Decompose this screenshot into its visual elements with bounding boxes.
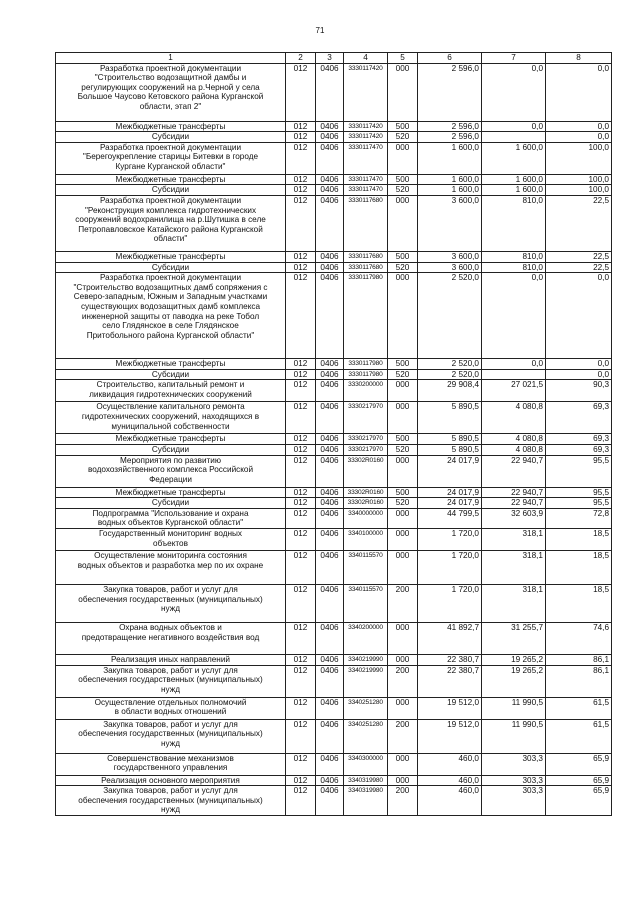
section-code: 0406 — [316, 719, 344, 753]
section-code: 0406 — [316, 622, 344, 654]
planned-amount: 5 890,5 — [418, 434, 482, 445]
ministry-code: 012 — [286, 487, 316, 498]
item-name: Закупка товаров, работ и услуг для обеспечения государственных (муниципальных) нужд — [56, 665, 286, 697]
actual-amount: 1 600,0 — [482, 174, 546, 185]
expense-type-code: 200 — [388, 665, 418, 697]
planned-amount: 29 908,4 — [418, 380, 482, 402]
item-name: Субсидии — [56, 498, 286, 509]
actual-amount: 303,3 — [482, 786, 546, 816]
execution-percent: 65,9 — [546, 775, 612, 786]
execution-percent: 0,0 — [546, 359, 612, 370]
actual-amount: 22 940,7 — [482, 455, 546, 487]
table-row — [56, 402, 612, 434]
planned-amount: 2 520,0 — [418, 369, 482, 380]
expense-type-code: 000 — [388, 273, 418, 359]
actual-amount — [482, 369, 546, 380]
target-article-code: 3330217970 — [344, 402, 388, 434]
table-row — [56, 753, 612, 775]
planned-amount: 3 600,0 — [418, 195, 482, 251]
section-code: 0406 — [316, 121, 344, 132]
planned-amount: 24 017,9 — [418, 487, 482, 498]
item-name: Закупка товаров, работ и услуг для обеспечения государственных (муниципальных) нужд — [56, 584, 286, 622]
actual-amount: 4 080,8 — [482, 444, 546, 455]
target-article-code: 3330117680 — [344, 251, 388, 262]
item-name: Субсидии — [56, 369, 286, 380]
section-code: 0406 — [316, 63, 344, 121]
column-header: 7 — [482, 53, 546, 64]
table-row — [56, 63, 612, 121]
target-article-code: 3330117470 — [344, 142, 388, 174]
ministry-code: 012 — [286, 434, 316, 445]
item-name: Субсидии — [56, 262, 286, 273]
section-code: 0406 — [316, 786, 344, 816]
target-article-code: 3330117980 — [344, 273, 388, 359]
execution-percent: 0,0 — [546, 369, 612, 380]
execution-percent: 100,0 — [546, 142, 612, 174]
target-article-code: 3330217970 — [344, 434, 388, 445]
expense-type-code: 520 — [388, 132, 418, 143]
expense-type-code: 000 — [388, 550, 418, 584]
planned-amount: 460,0 — [418, 753, 482, 775]
planned-amount: 19 512,0 — [418, 719, 482, 753]
target-article-code: 3340251280 — [344, 697, 388, 719]
table-row — [56, 654, 612, 665]
table-row — [56, 550, 612, 584]
column-header: 2 — [286, 53, 316, 64]
execution-percent: 86,1 — [546, 654, 612, 665]
target-article-code: 3330117470 — [344, 185, 388, 196]
column-header: 1 — [56, 53, 286, 64]
target-article-code: 3330117680 — [344, 262, 388, 273]
execution-percent: 22,5 — [546, 251, 612, 262]
item-name: Разработка проектной документации "Строительство водозащитной дамбы и регулирующих сооружений на р.Черной у села Большое Чаусово Кетовского района Курганской области, этап 2" — [56, 63, 286, 121]
expense-type-code: 000 — [388, 380, 418, 402]
planned-amount: 22 380,7 — [418, 654, 482, 665]
planned-amount: 5 890,5 — [418, 402, 482, 434]
page-number: 71 — [315, 26, 325, 35]
target-article-code: 3330117470 — [344, 174, 388, 185]
expense-type-code: 000 — [388, 142, 418, 174]
execution-percent: 0,0 — [546, 63, 612, 121]
item-name: Осуществление отдельных полномочий в области водных отношений — [56, 697, 286, 719]
item-name: Разработка проектной документации "Берегоукрепление старицы Битевки в городе Кургане Курганской области" — [56, 142, 286, 174]
target-article-code: 3340000000 — [344, 508, 388, 528]
expense-type-code: 000 — [388, 528, 418, 550]
section-code: 0406 — [316, 528, 344, 550]
execution-percent: 0,0 — [546, 132, 612, 143]
table-row — [56, 121, 612, 132]
table-header-row — [56, 53, 612, 64]
expense-type-code: 500 — [388, 359, 418, 370]
section-code: 0406 — [316, 508, 344, 528]
actual-amount: 22 940,7 — [482, 487, 546, 498]
item-name: Закупка товаров, работ и услуг для обеспечения государственных (муниципальных) нужд — [56, 786, 286, 816]
planned-amount: 3 600,0 — [418, 262, 482, 273]
target-article-code: 3340319980 — [344, 775, 388, 786]
section-code: 0406 — [316, 665, 344, 697]
actual-amount: 810,0 — [482, 195, 546, 251]
target-article-code: 3330117420 — [344, 63, 388, 121]
item-name: Осуществление капитального ремонта гидротехнических сооружений, находящихся в муниципальной собственности — [56, 402, 286, 434]
target-article-code: 33302R0160 — [344, 498, 388, 509]
actual-amount: 0,0 — [482, 121, 546, 132]
table-row — [56, 262, 612, 273]
item-name: Осуществление мониторинга состояния водных объектов и разработка мер по их охране — [56, 550, 286, 584]
table-row — [56, 622, 612, 654]
actual-amount: 4 080,8 — [482, 402, 546, 434]
ministry-code: 012 — [286, 262, 316, 273]
table-row — [56, 508, 612, 528]
table-row — [56, 195, 612, 251]
item-name: Межбюджетные трансферты — [56, 487, 286, 498]
table-row — [56, 775, 612, 786]
table-row — [56, 444, 612, 455]
ministry-code: 012 — [286, 63, 316, 121]
table-row — [56, 251, 612, 262]
planned-amount: 1 720,0 — [418, 584, 482, 622]
section-code: 0406 — [316, 273, 344, 359]
expense-type-code: 500 — [388, 487, 418, 498]
actual-amount: 22 940,7 — [482, 498, 546, 509]
actual-amount: 4 080,8 — [482, 434, 546, 445]
execution-percent: 61,5 — [546, 719, 612, 753]
ministry-code: 012 — [286, 584, 316, 622]
table-row — [56, 380, 612, 402]
execution-percent: 0,0 — [546, 273, 612, 359]
actual-amount: 1 600,0 — [482, 185, 546, 196]
planned-amount: 5 890,5 — [418, 444, 482, 455]
table-row — [56, 174, 612, 185]
column-header: 8 — [546, 53, 612, 64]
ministry-code: 012 — [286, 380, 316, 402]
budget-table — [55, 52, 612, 816]
actual-amount: 0,0 — [482, 63, 546, 121]
column-header: 4 — [344, 53, 388, 64]
ministry-code: 012 — [286, 185, 316, 196]
planned-amount: 19 512,0 — [418, 697, 482, 719]
target-article-code: 3340219990 — [344, 665, 388, 697]
expense-type-code: 500 — [388, 251, 418, 262]
section-code: 0406 — [316, 487, 344, 498]
execution-percent: 100,0 — [546, 185, 612, 196]
actual-amount: 810,0 — [482, 251, 546, 262]
planned-amount: 3 600,0 — [418, 251, 482, 262]
target-article-code: 3330117420 — [344, 121, 388, 132]
planned-amount: 2 520,0 — [418, 359, 482, 370]
planned-amount: 41 892,7 — [418, 622, 482, 654]
section-code: 0406 — [316, 142, 344, 174]
actual-amount: 810,0 — [482, 262, 546, 273]
section-code: 0406 — [316, 402, 344, 434]
item-name: Межбюджетные трансферты — [56, 251, 286, 262]
section-code: 0406 — [316, 654, 344, 665]
expense-type-code: 520 — [388, 444, 418, 455]
item-name: Разработка проектной документации "Строительство водозащитных дамб сопряжения с Северо-западным, Южным и Западным участками существующих водозащитных дамб комплекса инженерной защиты от паводка на реке Тобол село Глядянское в селе Глядянское Притобольного района Курганской области" — [56, 273, 286, 359]
execution-percent: 61,5 — [546, 697, 612, 719]
section-code: 0406 — [316, 251, 344, 262]
expense-type-code: 000 — [388, 63, 418, 121]
ministry-code: 012 — [286, 121, 316, 132]
section-code: 0406 — [316, 369, 344, 380]
expense-type-code: 000 — [388, 775, 418, 786]
section-code: 0406 — [316, 262, 344, 273]
section-code: 0406 — [316, 498, 344, 509]
actual-amount: 318,1 — [482, 584, 546, 622]
target-article-code: 3340115570 — [344, 550, 388, 584]
section-code: 0406 — [316, 195, 344, 251]
table-row — [56, 528, 612, 550]
section-code: 0406 — [316, 174, 344, 185]
execution-percent: 100,0 — [546, 174, 612, 185]
ministry-code: 012 — [286, 622, 316, 654]
target-article-code: 3330117980 — [344, 369, 388, 380]
table-row — [56, 185, 612, 196]
actual-amount: 303,3 — [482, 753, 546, 775]
table-row — [56, 786, 612, 816]
target-article-code: 3330117980 — [344, 359, 388, 370]
actual-amount: 303,3 — [482, 775, 546, 786]
actual-amount: 1 600,0 — [482, 142, 546, 174]
execution-percent: 74,6 — [546, 622, 612, 654]
planned-amount: 1 720,0 — [418, 528, 482, 550]
expense-type-code: 000 — [388, 622, 418, 654]
target-article-code: 3330200000 — [344, 380, 388, 402]
section-code: 0406 — [316, 753, 344, 775]
ministry-code: 012 — [286, 654, 316, 665]
expense-type-code: 520 — [388, 369, 418, 380]
planned-amount: 460,0 — [418, 775, 482, 786]
expense-type-code: 200 — [388, 584, 418, 622]
table-row — [56, 455, 612, 487]
target-article-code: 3330117420 — [344, 132, 388, 143]
execution-percent: 95,5 — [546, 455, 612, 487]
execution-percent: 18,5 — [546, 584, 612, 622]
actual-amount: 11 990,5 — [482, 719, 546, 753]
ministry-code: 012 — [286, 719, 316, 753]
actual-amount: 31 255,7 — [482, 622, 546, 654]
execution-percent: 69,3 — [546, 444, 612, 455]
ministry-code: 012 — [286, 697, 316, 719]
planned-amount: 460,0 — [418, 786, 482, 816]
target-article-code: 3340219990 — [344, 654, 388, 665]
table-row — [56, 434, 612, 445]
actual-amount — [482, 132, 546, 143]
expense-type-code: 000 — [388, 455, 418, 487]
target-article-code: 3340319980 — [344, 786, 388, 816]
actual-amount: 19 265,2 — [482, 654, 546, 665]
target-article-code: 33302R0160 — [344, 455, 388, 487]
target-article-code: 3340251280 — [344, 719, 388, 753]
expense-type-code: 520 — [388, 185, 418, 196]
ministry-code: 012 — [286, 359, 316, 370]
ministry-code: 012 — [286, 444, 316, 455]
table-row — [56, 697, 612, 719]
ministry-code: 012 — [286, 402, 316, 434]
planned-amount: 2 520,0 — [418, 273, 482, 359]
column-header: 5 — [388, 53, 418, 64]
item-name: Мероприятия по развитию водохозяйственного комплекса Российской Федерации — [56, 455, 286, 487]
ministry-code: 012 — [286, 251, 316, 262]
table-row — [56, 369, 612, 380]
execution-percent: 65,9 — [546, 753, 612, 775]
target-article-code: 3340300000 — [344, 753, 388, 775]
execution-percent: 69,3 — [546, 434, 612, 445]
planned-amount: 2 596,0 — [418, 121, 482, 132]
ministry-code: 012 — [286, 195, 316, 251]
table-body — [56, 63, 612, 816]
ministry-code: 012 — [286, 369, 316, 380]
expense-type-code: 000 — [388, 402, 418, 434]
section-code: 0406 — [316, 775, 344, 786]
section-code: 0406 — [316, 444, 344, 455]
actual-amount: 32 603,9 — [482, 508, 546, 528]
ministry-code: 012 — [286, 665, 316, 697]
actual-amount: 318,1 — [482, 550, 546, 584]
planned-amount: 24 017,9 — [418, 498, 482, 509]
execution-percent: 18,5 — [546, 550, 612, 584]
ministry-code: 012 — [286, 455, 316, 487]
target-article-code: 3340100000 — [344, 528, 388, 550]
item-name: Строительство, капитальный ремонт и ликвидация гидротехнических сооружений — [56, 380, 286, 402]
expense-type-code: 000 — [388, 697, 418, 719]
target-article-code: 33302R0160 — [344, 487, 388, 498]
item-name: Охрана водных объектов и предотвращение негативного воздействия вод — [56, 622, 286, 654]
ministry-code: 012 — [286, 775, 316, 786]
target-article-code: 3340200000 — [344, 622, 388, 654]
item-name: Разработка проектной документации "Реконструкция комплекса гидротехнических сооружений водохранилища на р.Шутишка в селе Петропавловское Катайского района Курганской области" — [56, 195, 286, 251]
section-code: 0406 — [316, 550, 344, 584]
item-name: Субсидии — [56, 185, 286, 196]
section-code: 0406 — [316, 132, 344, 143]
table-row — [56, 487, 612, 498]
planned-amount: 1 720,0 — [418, 550, 482, 584]
item-name: Субсидии — [56, 132, 286, 143]
planned-amount: 22 380,7 — [418, 665, 482, 697]
expense-type-code: 520 — [388, 498, 418, 509]
execution-percent: 95,5 — [546, 498, 612, 509]
section-code: 0406 — [316, 359, 344, 370]
actual-amount: 27 021,5 — [482, 380, 546, 402]
column-header: 3 — [316, 53, 344, 64]
planned-amount: 2 596,0 — [418, 63, 482, 121]
expense-type-code: 500 — [388, 174, 418, 185]
expense-type-code: 200 — [388, 719, 418, 753]
planned-amount: 1 600,0 — [418, 174, 482, 185]
ministry-code: 012 — [286, 528, 316, 550]
item-name: Межбюджетные трансферты — [56, 174, 286, 185]
item-name: Государственный мониторинг водных объектов — [56, 528, 286, 550]
actual-amount: 19 265,2 — [482, 665, 546, 697]
table-row — [56, 665, 612, 697]
expense-type-code: 000 — [388, 654, 418, 665]
execution-percent: 22,5 — [546, 262, 612, 273]
item-name: Межбюджетные трансферты — [56, 434, 286, 445]
execution-percent: 86,1 — [546, 665, 612, 697]
execution-percent: 18,5 — [546, 528, 612, 550]
ministry-code: 012 — [286, 753, 316, 775]
ministry-code: 012 — [286, 273, 316, 359]
table-row — [56, 142, 612, 174]
actual-amount: 11 990,5 — [482, 697, 546, 719]
section-code: 0406 — [316, 380, 344, 402]
execution-percent: 90,3 — [546, 380, 612, 402]
planned-amount: 2 596,0 — [418, 132, 482, 143]
table-row — [56, 584, 612, 622]
ministry-code: 012 — [286, 498, 316, 509]
ministry-code: 012 — [286, 174, 316, 185]
table-row — [56, 273, 612, 359]
execution-percent: 95,5 — [546, 487, 612, 498]
table-row — [56, 359, 612, 370]
execution-percent: 0,0 — [546, 121, 612, 132]
section-code: 0406 — [316, 185, 344, 196]
target-article-code: 3340115570 — [344, 584, 388, 622]
section-code: 0406 — [316, 697, 344, 719]
execution-percent: 72,8 — [546, 508, 612, 528]
ministry-code: 012 — [286, 508, 316, 528]
item-name: Реализация иных направлений — [56, 654, 286, 665]
actual-amount: 0,0 — [482, 359, 546, 370]
expense-type-code: 000 — [388, 508, 418, 528]
execution-percent: 22,5 — [546, 195, 612, 251]
section-code: 0406 — [316, 434, 344, 445]
item-name: Подпрограмма "Использование и охрана водных объектов Курганской области" — [56, 508, 286, 528]
ministry-code: 012 — [286, 142, 316, 174]
table-row — [56, 132, 612, 143]
target-article-code: 3330117680 — [344, 195, 388, 251]
expense-type-code: 000 — [388, 753, 418, 775]
planned-amount: 1 600,0 — [418, 185, 482, 196]
item-name: Субсидии — [56, 444, 286, 455]
actual-amount: 318,1 — [482, 528, 546, 550]
ministry-code: 012 — [286, 550, 316, 584]
planned-amount: 1 600,0 — [418, 142, 482, 174]
expense-type-code: 500 — [388, 121, 418, 132]
planned-amount: 24 017,9 — [418, 455, 482, 487]
ministry-code: 012 — [286, 786, 316, 816]
column-header: 6 — [418, 53, 482, 64]
ministry-code: 012 — [286, 132, 316, 143]
section-code: 0406 — [316, 455, 344, 487]
table-row — [56, 719, 612, 753]
item-name: Межбюджетные трансферты — [56, 121, 286, 132]
expense-type-code: 000 — [388, 195, 418, 251]
execution-percent: 69,3 — [546, 402, 612, 434]
table-row — [56, 498, 612, 509]
item-name: Межбюджетные трансферты — [56, 359, 286, 370]
execution-percent: 65,9 — [546, 786, 612, 816]
item-name: Совершенствование механизмов государственного управления — [56, 753, 286, 775]
expense-type-code: 520 — [388, 262, 418, 273]
planned-amount: 44 799,5 — [418, 508, 482, 528]
section-code: 0406 — [316, 584, 344, 622]
expense-type-code: 200 — [388, 786, 418, 816]
actual-amount: 0,0 — [482, 273, 546, 359]
item-name: Закупка товаров, работ и услуг для обеспечения государственных (муниципальных) нужд — [56, 719, 286, 753]
item-name: Реализация основного мероприятия — [56, 775, 286, 786]
target-article-code: 3330217970 — [344, 444, 388, 455]
expense-type-code: 500 — [388, 434, 418, 445]
